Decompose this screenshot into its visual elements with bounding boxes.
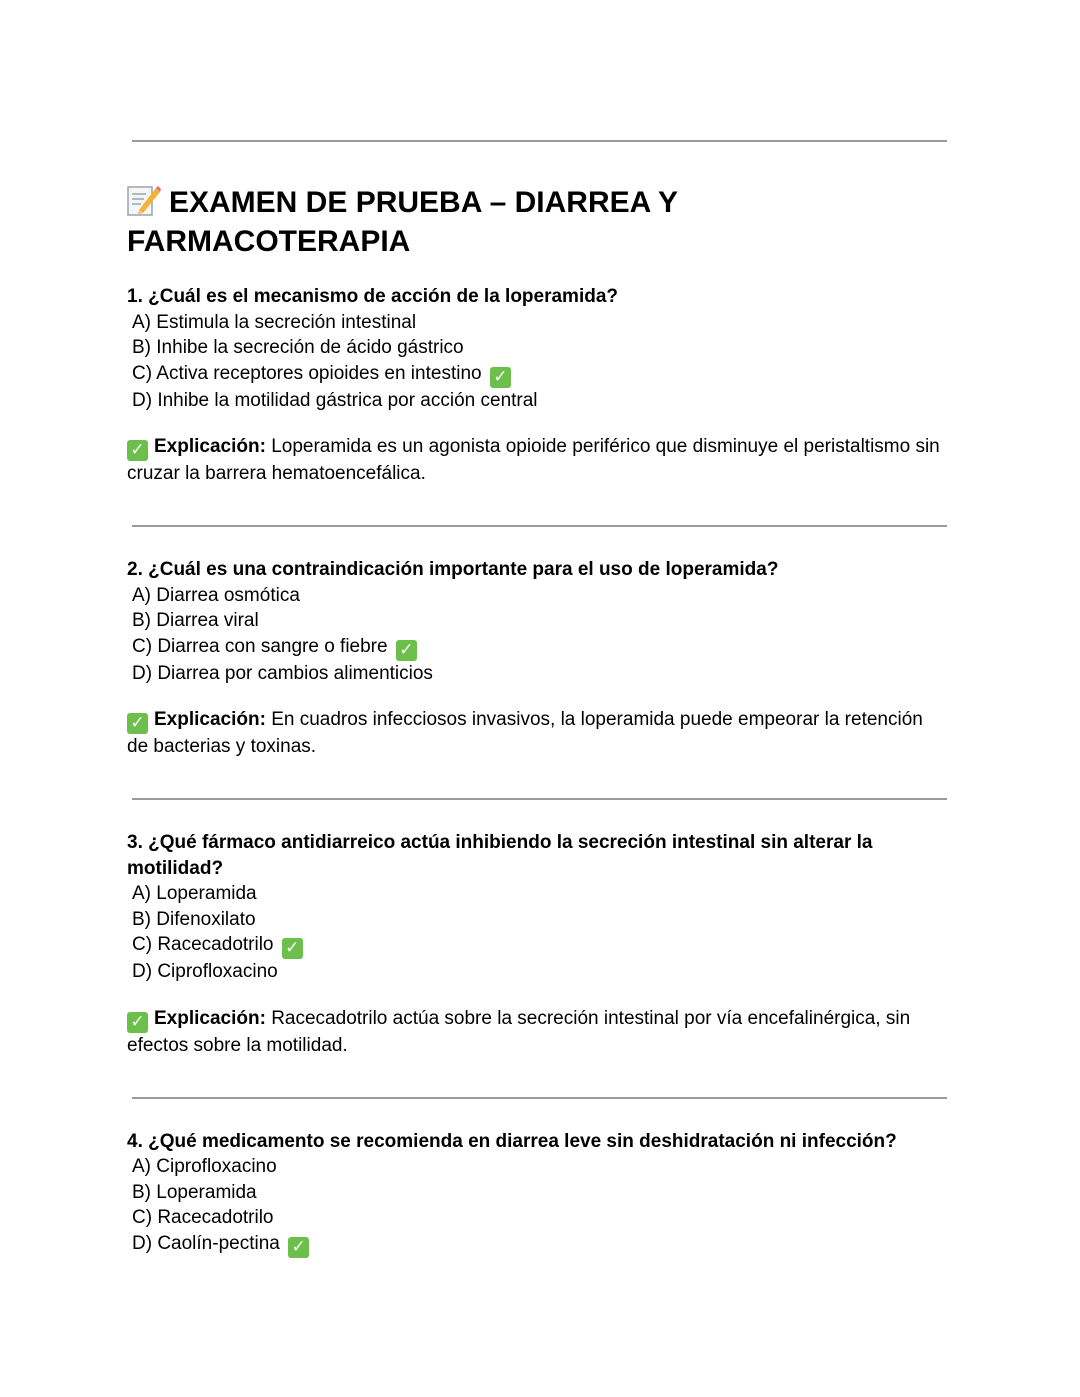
option-text: A) Ciprofloxacino [132,1156,277,1178]
option-text: A) Loperamida [132,883,257,905]
divider [132,525,947,527]
option-text: C) Diarrea con sangre o fiebre [132,635,388,657]
memo-pencil-icon [127,184,161,216]
option-text: D) Caolín-pectina [132,1232,280,1254]
answer-option [127,361,949,388]
check-mark-icon: ✓ [288,1237,309,1258]
question-text: 1. ¿Cuál es el mecanismo de acción de la loperamida? [127,286,619,307]
question-block [127,1129,949,1258]
answer-option [127,583,949,609]
check-mark-icon: ✓ [127,1012,148,1033]
explanation [127,707,949,760]
question-block [127,284,949,413]
option-text: C) Racecadotrilo [132,934,274,956]
answer-option [127,1205,949,1231]
question-text: 3. ¿Qué fármaco antidiarreico actúa inhibiendo la secreción intestinal sin alterar la motilidad? [127,831,873,879]
option-text: B) Diarrea viral [132,610,259,632]
option-text: B) Loperamida [132,1181,257,1203]
check-mark-icon: ✓ [127,713,148,734]
check-mark-icon: ✓ [282,938,303,959]
answer-option [127,907,949,933]
title-text: EXAMEN DE PRUEBA – DIARREA Y FARMACOTERAPIA [127,186,678,258]
answer-option [127,634,949,661]
answer-option [127,388,949,414]
option-text: C) Activa receptores opioides en intestino [132,362,482,384]
question-block [127,830,949,985]
answer-option [127,608,949,634]
option-text: D) Ciprofloxacino [132,961,278,983]
explanation-text: Loperamida es un agonista opioide periférico que disminuye el peristaltismo sin cruzar la barrera hematoencefálica. [127,436,940,485]
divider [132,1097,947,1099]
divider [132,798,947,800]
question-text: 4. ¿Qué medicamento se recomienda en diarrea leve sin deshidratación ni infección? [127,1130,897,1152]
answer-option [127,881,949,907]
explanation [127,434,949,487]
option-text: C) Racecadotrilo [132,1207,274,1229]
explanation-text: En cuadros infecciosos invasivos, la loperamida puede empeorar la retención de bacterias y toxinas. [127,709,923,758]
option-text: B) Inhibe la secreción de ácido gástrico [132,337,464,359]
question-block [127,557,949,686]
question-text: 2. ¿Cuál es una contraindicación importante para el uso de loperamida? [127,558,779,580]
explanation-text: Racecadotrilo actúa sobre la secreción intestinal por vía encefalinérgica, sin efectos sobre la motilidad. [127,1007,911,1056]
explanation [127,1006,949,1059]
answer-option [127,1154,949,1180]
option-text: B) Difenoxilato [132,908,256,930]
answer-option [127,959,949,985]
option-text: D) Inhibe la motilidad gástrica por acción central [132,389,538,411]
explanation-label: Explicación: [154,1007,266,1029]
answer-option [127,661,949,687]
option-text: A) Diarrea osmótica [132,584,300,606]
answer-option [127,310,949,336]
explanation-label: Explicación: [154,436,266,458]
explanation-label: Explicación: [154,709,266,731]
answer-option [127,932,949,959]
option-text: D) Diarrea por cambios alimenticios [132,662,433,684]
answer-option [127,1180,949,1206]
document-page [127,140,949,1258]
option-text: A) Estimula la secreción intestinal [132,311,417,333]
check-mark-icon: ✓ [490,367,511,388]
page-title [127,183,949,261]
check-mark-icon: ✓ [127,440,148,461]
check-mark-icon: ✓ [396,640,417,661]
answer-option [127,335,949,361]
answer-option [127,1231,949,1258]
divider [132,140,947,142]
